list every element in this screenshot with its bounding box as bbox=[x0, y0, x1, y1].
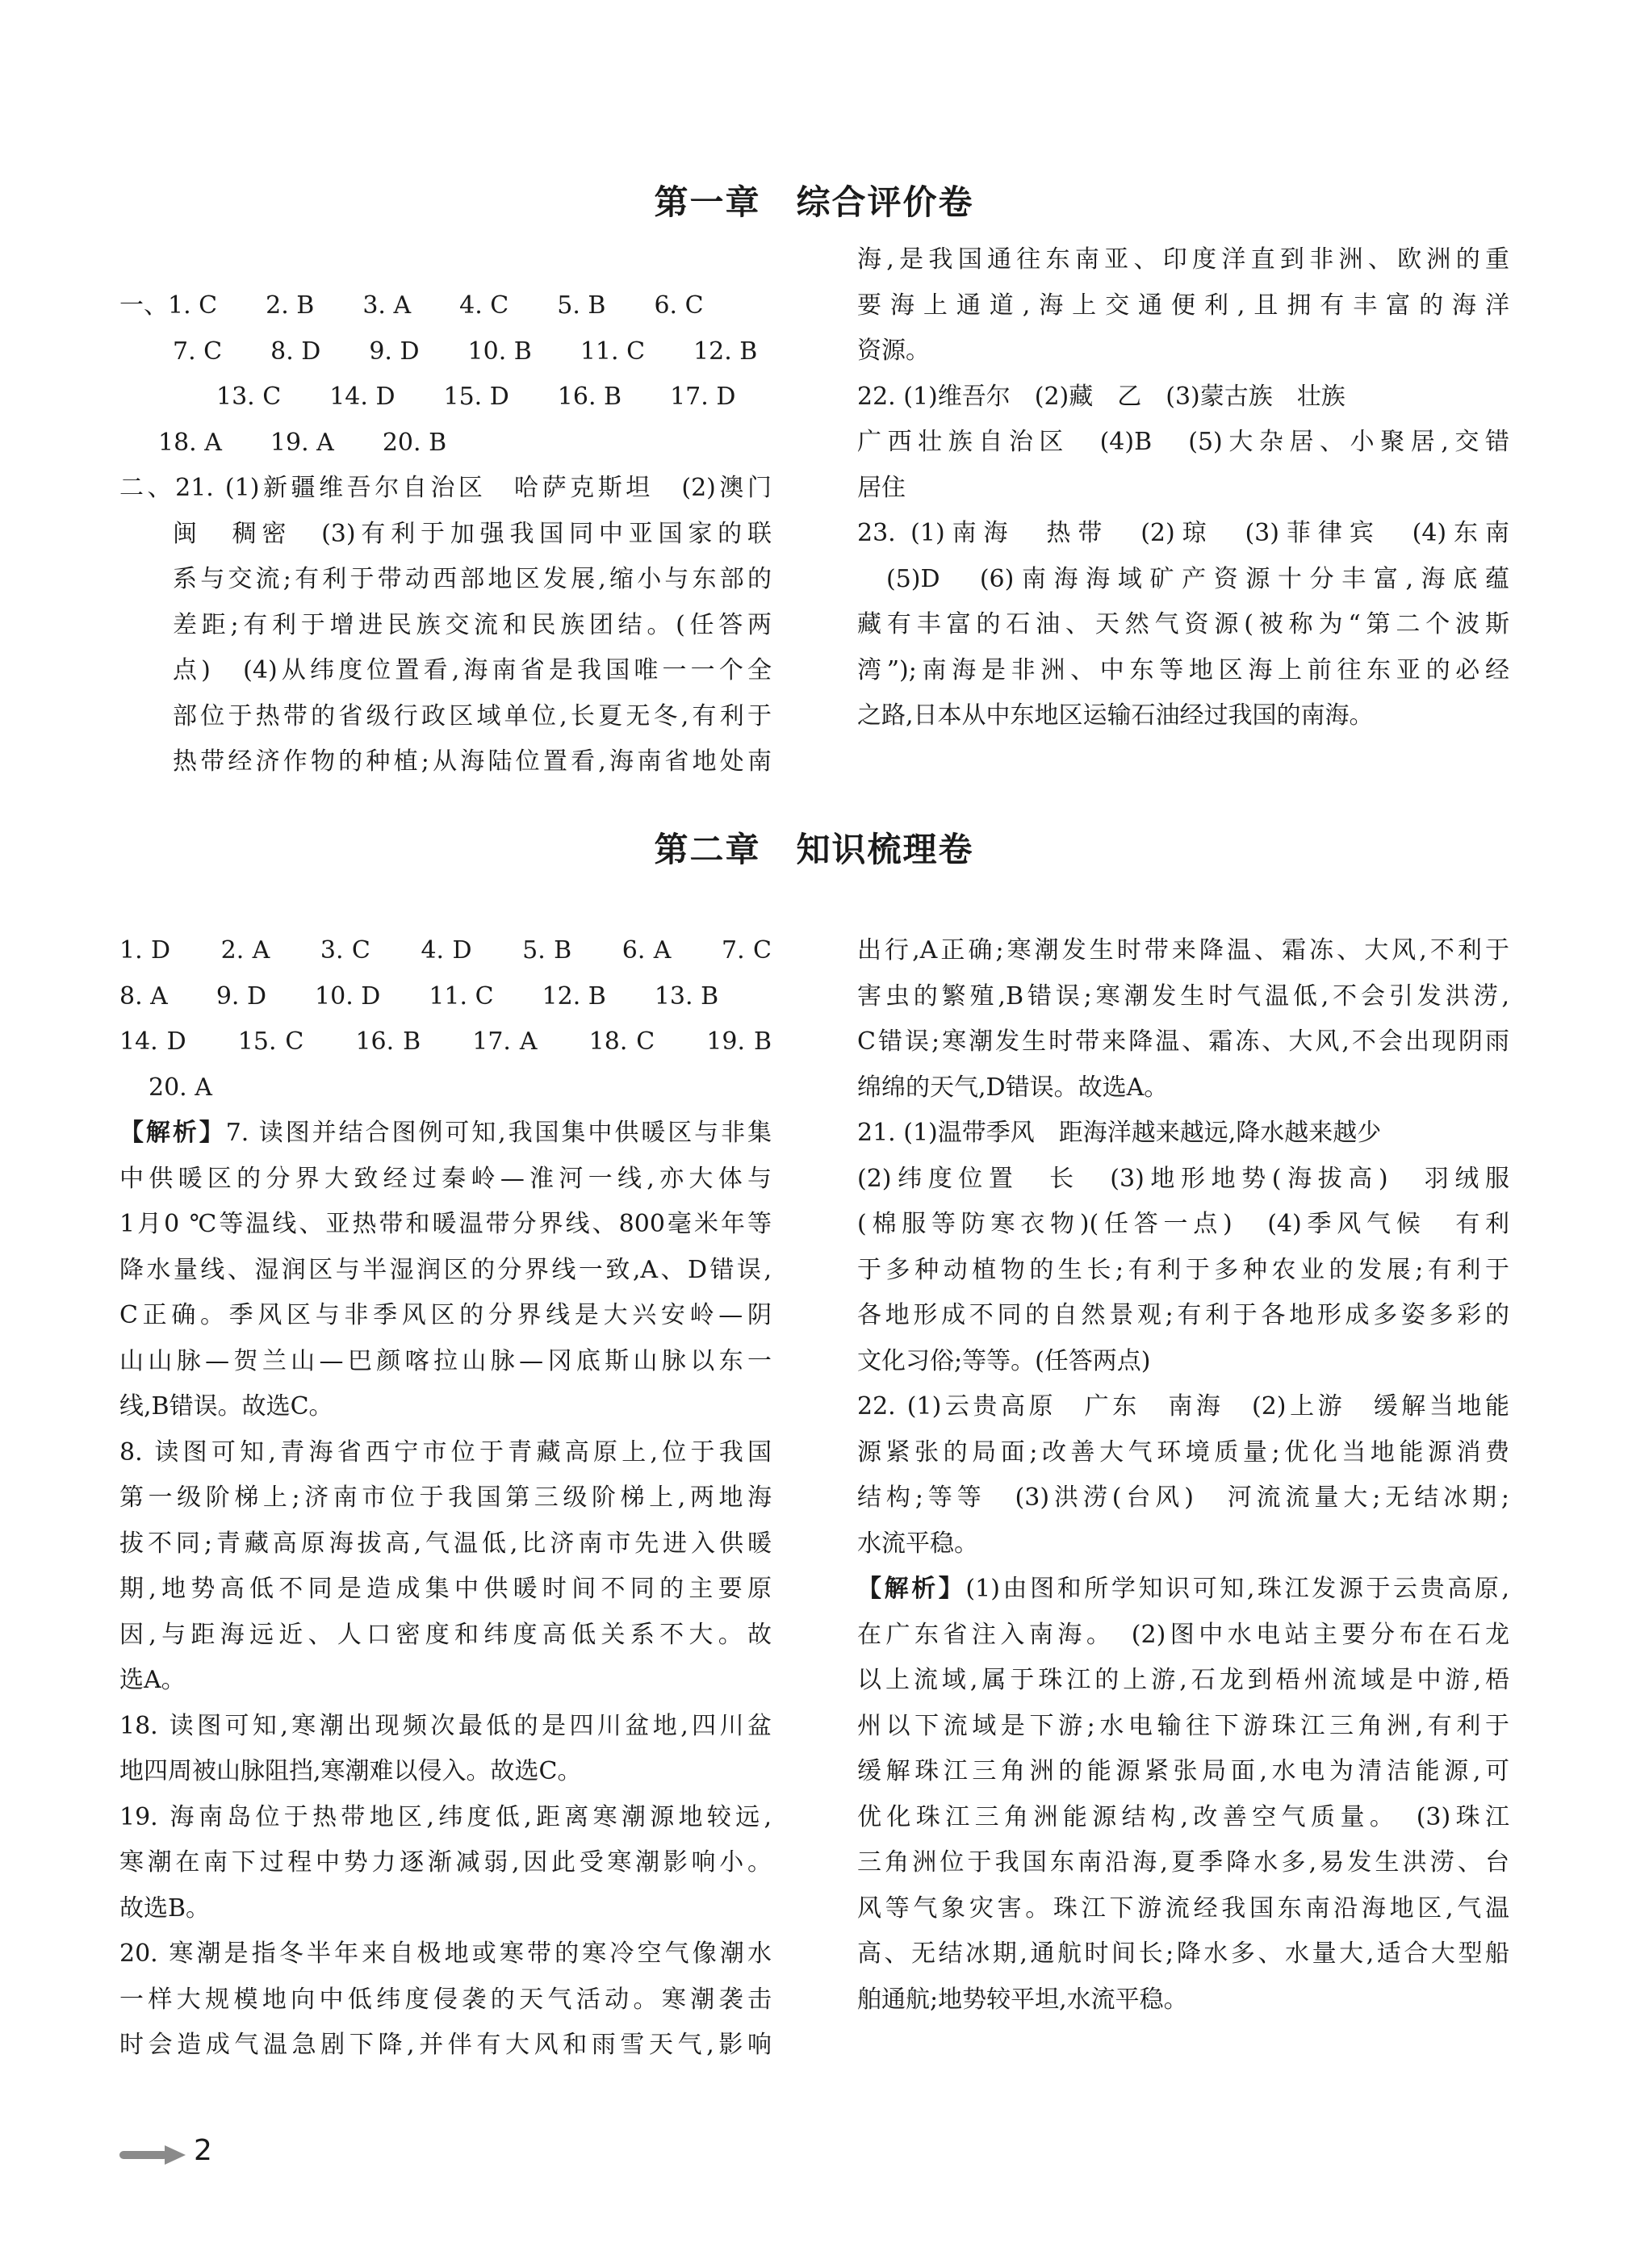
analysis-text: 7. 读图并结合图例可知,我国集中供暖区与非集 bbox=[225, 1119, 772, 1147]
answer-line: C错误;寒潮发生时带来降温、霜冻、大风,不会出现阴雨 bbox=[857, 1027, 1509, 1056]
answer-line: 结构;等等 (3)洪涝(台风) 河流流量大;无结冰期; bbox=[857, 1483, 1509, 1512]
answer-line: 山山脉—贺兰山—巴颜喀拉山脉—冈底斯山脉以东一 bbox=[119, 1346, 772, 1375]
arrow-right-icon bbox=[119, 2145, 186, 2165]
answer-line: 源紧张的局面;改善大气环境质量;优化当地能源消费 bbox=[857, 1437, 1509, 1467]
answer-line: 7. C 8. D 9. D 10. B 11. C 12. B bbox=[173, 337, 758, 366]
answer-line: 害虫的繁殖,B错误;寒潮发生时气温低,不会引发洪涝, bbox=[857, 981, 1509, 1011]
answer-line: 时会造成气温急剧下降,并伴有大风和雨雪天气,影响 bbox=[119, 2031, 772, 2059]
analysis-tag: 【解析】 bbox=[119, 1119, 226, 1147]
answer-line: 优化珠江三角洲能源结构,改善空气质量。 (3)珠江 bbox=[857, 1802, 1509, 1831]
answer-line: 寒潮在南下过程中势力逐渐减弱,因此受寒潮影响小。 bbox=[119, 1848, 772, 1877]
answer-line: 资源。 bbox=[857, 337, 930, 365]
chapter1-title: 第一章 综合评价卷 bbox=[654, 182, 974, 222]
answer-line: 线,B错误。故选C。 bbox=[119, 1392, 333, 1421]
answer-line: 地四周被山脉阻挡,寒潮难以侵入。故选C。 bbox=[119, 1757, 582, 1785]
answer-line: 以上流域,属于珠江的上游,石龙到梧州流域是中游,梧 bbox=[857, 1666, 1509, 1694]
answer-line: 闽 稠密 (3)有利于加强我国同中亚国家的联 bbox=[173, 519, 772, 548]
answer-line: 选A。 bbox=[119, 1666, 186, 1694]
answer-line: 中供暖区的分界大致经过秦岭—淮河一线,亦大体与 bbox=[119, 1164, 772, 1193]
answer-line: 1. D 2. A 3. C 4. D 5. B 6. A 7. C bbox=[119, 936, 772, 965]
answer-line: 二、21. (1)新疆维吾尔自治区 哈萨克斯坦 (2)澳门 bbox=[119, 474, 772, 502]
answer-line: 22. (1)云贵高原 广东 南海 (2)上游 缓解当地能 bbox=[857, 1392, 1509, 1421]
answer-line: 8. A 9. D 10. D 11. C 12. B 13. B bbox=[119, 981, 719, 1011]
answer-line: 绵绵的天气,D错误。故选A。 bbox=[857, 1073, 1169, 1102]
chapter2-title: 第二章 知识梳理卷 bbox=[654, 830, 974, 869]
answer-line: 23. (1)南海 热带 (2)琼 (3)菲律宾 (4)东南 bbox=[857, 519, 1509, 547]
answer-line: 藏有丰富的石油、天然气资源(被称为“第二个波斯 bbox=[857, 610, 1509, 638]
answer-line: 要海上通道,海上交通便利,且拥有丰富的海洋 bbox=[857, 291, 1509, 320]
answer-line: (棉服等防寒衣物)(任答一点) (4)季风气候 有利 bbox=[857, 1210, 1509, 1238]
chapter2-left-column bbox=[119, 928, 772, 2069]
answer-line: 拔不同;青藏高原海拔高,气温低,比济南市先进入供暖 bbox=[119, 1529, 772, 1558]
answer-line: 降水量线、湿润区与半湿润区的分界线一致,A、D错误, bbox=[119, 1255, 772, 1284]
chapter1-right-column bbox=[857, 237, 1509, 739]
answer-line: 14. D 15. C 16. B 17. A 18. C 19. B bbox=[119, 1027, 772, 1056]
answer-line: 高、无结冰期,通航时间长;降水多、水量大,适合大型船 bbox=[857, 1940, 1509, 1968]
answer-line: 舶通航;地势较平坦,水流平稳。 bbox=[857, 1985, 1188, 2014]
answer-line: (5)D (6)南海海域矿产资源十分丰富,海底蕴 bbox=[886, 564, 1509, 593]
answer-line: 1月0 ℃等温线、亚热带和暖温带分界线、800毫米年等 bbox=[119, 1210, 772, 1238]
answer-line: 三角洲位于我国东南沿海,夏季降水多,易发生洪涝、台 bbox=[857, 1848, 1509, 1877]
answer-line: 部位于热带的省级行政区域单位,长夏无冬,有利于 bbox=[173, 701, 772, 730]
chapter1-left-column bbox=[119, 283, 772, 785]
answer-line: 在广东省注入南海。 (2)图中水电站主要分布在石龙 bbox=[857, 1620, 1509, 1649]
answer-line: 系与交流;有利于带动西部地区发展,缩小与东部的 bbox=[173, 565, 772, 593]
answer-line: 广西壮族自治区 (4)B (5)大杂居、小聚居,交错 bbox=[857, 428, 1509, 456]
answer-line: 风等气象灾害。珠江下游流经我国东南沿海地区,气温 bbox=[857, 1893, 1509, 1923]
answer-line: 点) (4)从纬度位置看,海南省是我国唯一一个全 bbox=[173, 656, 772, 684]
answer-line: 差距;有利于增进民族交流和民族团结。(任答两 bbox=[173, 610, 772, 639]
answer-line: 19. 海南岛位于热带地区,纬度低,距离寒潮源地较远, bbox=[119, 1802, 772, 1831]
answer-line: 一样大规模地向中低纬度侵袭的天气活动。寒潮袭击 bbox=[119, 1985, 772, 2014]
answer-line: 于多种动植物的生长;有利于多种农业的发展;有利于 bbox=[857, 1255, 1509, 1284]
analysis-line bbox=[119, 1111, 772, 1157]
answer-line: 13. C 14. D 15. D 16. B 17. D bbox=[216, 383, 736, 411]
analysis-text: (1)由图和所学知识可知,珠江发源于云贵高原, bbox=[965, 1575, 1509, 1603]
page-number: 2 bbox=[194, 2134, 212, 2167]
answer-line: 湾”);南海是非洲、中东等地区海上前往东亚的必经 bbox=[857, 655, 1509, 684]
answer-line: 因,与距海远近、人口密度和纬度高低关系不大。故 bbox=[119, 1620, 772, 1649]
answer-line: 20. 寒潮是指冬半年来自极地或寒带的寒冷空气像潮水 bbox=[119, 1940, 772, 1968]
answer-line: 之路,日本从中东地区运输石油经过我国的南海。 bbox=[857, 701, 1374, 730]
answer-line: 各地形成不同的自然景观;有利于各地形成多姿多彩的 bbox=[857, 1301, 1509, 1329]
answer-line: (2)纬度位置 长 (3)地形地势(海拔高) 羽绒服 bbox=[857, 1164, 1509, 1193]
answer-line: 居住 bbox=[857, 473, 906, 502]
answer-line: 22. (1)维吾尔 (2)藏 乙 (3)蒙古族 壮族 bbox=[857, 382, 1346, 411]
analysis-tag: 【解析】 bbox=[857, 1575, 966, 1603]
answer-line: 8. 读图可知,青海省西宁市位于青藏高原上,位于我国 bbox=[119, 1437, 772, 1467]
analysis-line bbox=[857, 1567, 1509, 1613]
chapter2-right-column bbox=[857, 928, 1509, 2023]
answer-line: C正确。季风区与非季风区的分界线是大兴安岭—阴 bbox=[119, 1301, 772, 1329]
answer-line: 州以下流域是下游;水电输往下游珠江三角洲,有利于 bbox=[857, 1711, 1509, 1740]
answer-line: 水流平稳。 bbox=[857, 1529, 978, 1558]
answer-line: 一、1. C 2. B 3. A 4. C 5. B 6. C bbox=[119, 291, 704, 320]
answer-line: 期,地势高低不同是造成集中供暖时间不同的主要原 bbox=[119, 1575, 772, 1603]
answer-line: 缓解珠江三角洲的能源紧张局面,水电为清洁能源,可 bbox=[857, 1757, 1509, 1785]
answer-line: 出行,A正确;寒潮发生时带来降温、霜冻、大风,不利于 bbox=[857, 936, 1509, 965]
answer-line: 海,是我国通往东南亚、印度洋直到非洲、欧洲的重 bbox=[857, 245, 1509, 274]
answer-line: 18. 读图可知,寒潮出现频次最低的是四川盆地,四川盆 bbox=[119, 1711, 772, 1740]
answer-line: 热带经济作物的种植;从海陆位置看,海南省地处南 bbox=[173, 747, 772, 776]
answer-line: 20. A bbox=[149, 1073, 212, 1102]
answer-line: 21. (1)温带季风 距海洋越来越远,降水越来越少 bbox=[857, 1119, 1382, 1147]
answer-line: 故选B。 bbox=[119, 1893, 211, 1923]
answer-line: 第一级阶梯上;济南市位于我国第三级阶梯上,两地海 bbox=[119, 1483, 772, 1512]
answer-line: 文化习俗;等等。(任答两点) bbox=[857, 1346, 1151, 1375]
answer-line: 18. A 19. A 20. B bbox=[158, 428, 447, 457]
